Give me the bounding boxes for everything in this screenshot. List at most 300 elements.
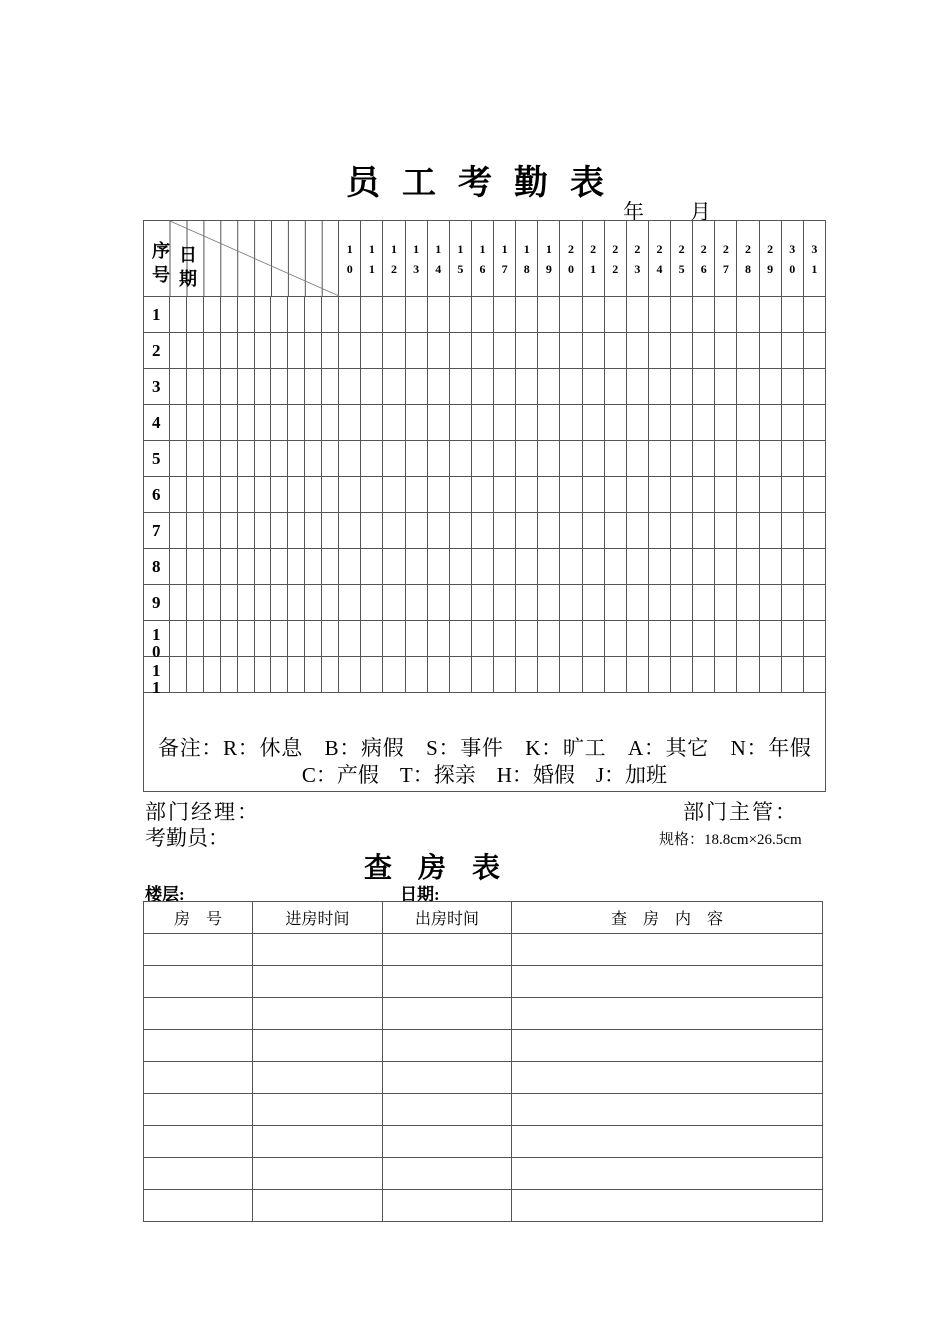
attendance-cell[interactable] <box>781 585 803 621</box>
attendance-cell[interactable] <box>604 405 626 441</box>
attendance-cell[interactable] <box>671 333 693 369</box>
room-table-cell[interactable] <box>383 1062 512 1094</box>
attendance-cell[interactable] <box>648 477 670 513</box>
attendance-cell[interactable] <box>648 369 670 405</box>
attendance-cell[interactable] <box>383 369 405 405</box>
attendance-cell[interactable] <box>781 441 803 477</box>
attendance-cell[interactable] <box>361 621 383 657</box>
attendance-cell[interactable] <box>271 297 288 333</box>
attendance-cell[interactable] <box>339 513 361 549</box>
attendance-cell[interactable] <box>538 585 560 621</box>
attendance-cell[interactable] <box>759 585 781 621</box>
attendance-cell[interactable] <box>237 369 254 405</box>
attendance-cell[interactable] <box>449 621 471 657</box>
attendance-cell[interactable] <box>170 549 187 585</box>
attendance-cell[interactable] <box>693 297 715 333</box>
attendance-cell[interactable] <box>671 621 693 657</box>
room-table-cell[interactable] <box>383 1190 512 1222</box>
attendance-cell[interactable] <box>305 333 322 369</box>
attendance-cell[interactable] <box>203 477 220 513</box>
attendance-cell[interactable] <box>538 513 560 549</box>
attendance-cell[interactable] <box>361 549 383 585</box>
attendance-cell[interactable] <box>494 513 516 549</box>
attendance-cell[interactable] <box>305 549 322 585</box>
attendance-cell[interactable] <box>604 441 626 477</box>
attendance-cell[interactable] <box>187 405 204 441</box>
attendance-cell[interactable] <box>427 621 449 657</box>
attendance-cell[interactable] <box>170 621 187 657</box>
attendance-cell[interactable] <box>449 297 471 333</box>
attendance-cell[interactable] <box>203 585 220 621</box>
attendance-cell[interactable] <box>237 621 254 657</box>
attendance-cell[interactable] <box>560 333 582 369</box>
attendance-cell[interactable] <box>361 369 383 405</box>
attendance-cell[interactable] <box>538 477 560 513</box>
room-table-cell[interactable] <box>144 1062 253 1094</box>
room-table-cell[interactable] <box>512 1062 823 1094</box>
attendance-cell[interactable] <box>737 369 759 405</box>
attendance-cell[interactable] <box>339 369 361 405</box>
attendance-cell[interactable] <box>405 405 427 441</box>
attendance-cell[interactable] <box>494 369 516 405</box>
attendance-cell[interactable] <box>322 657 339 693</box>
room-table-cell[interactable] <box>512 1030 823 1062</box>
attendance-cell[interactable] <box>715 369 737 405</box>
attendance-cell[interactable] <box>693 585 715 621</box>
attendance-cell[interactable] <box>648 441 670 477</box>
attendance-cell[interactable] <box>427 405 449 441</box>
attendance-cell[interactable] <box>693 405 715 441</box>
attendance-cell[interactable] <box>560 585 582 621</box>
attendance-cell[interactable] <box>427 657 449 693</box>
attendance-cell[interactable] <box>170 477 187 513</box>
attendance-cell[interactable] <box>803 297 825 333</box>
attendance-cell[interactable] <box>254 369 271 405</box>
attendance-cell[interactable] <box>604 477 626 513</box>
attendance-cell[interactable] <box>626 441 648 477</box>
attendance-cell[interactable] <box>288 441 305 477</box>
attendance-cell[interactable] <box>254 549 271 585</box>
attendance-cell[interactable] <box>203 513 220 549</box>
room-table-cell[interactable] <box>383 1158 512 1190</box>
attendance-cell[interactable] <box>288 513 305 549</box>
attendance-cell[interactable] <box>203 369 220 405</box>
room-table-cell[interactable] <box>512 1190 823 1222</box>
attendance-cell[interactable] <box>203 549 220 585</box>
attendance-cell[interactable] <box>604 369 626 405</box>
attendance-cell[interactable] <box>759 621 781 657</box>
attendance-cell[interactable] <box>305 369 322 405</box>
attendance-cell[interactable] <box>220 441 237 477</box>
attendance-cell[interactable] <box>494 297 516 333</box>
attendance-cell[interactable] <box>427 549 449 585</box>
attendance-cell[interactable] <box>604 333 626 369</box>
attendance-cell[interactable] <box>220 621 237 657</box>
attendance-cell[interactable] <box>288 585 305 621</box>
attendance-cell[interactable] <box>759 297 781 333</box>
attendance-cell[interactable] <box>582 621 604 657</box>
room-table-cell[interactable] <box>383 998 512 1030</box>
attendance-cell[interactable] <box>759 657 781 693</box>
attendance-cell[interactable] <box>427 477 449 513</box>
attendance-cell[interactable] <box>187 657 204 693</box>
room-table-cell[interactable] <box>253 1126 383 1158</box>
attendance-cell[interactable] <box>648 513 670 549</box>
attendance-cell[interactable] <box>322 549 339 585</box>
attendance-cell[interactable] <box>494 441 516 477</box>
attendance-cell[interactable] <box>803 513 825 549</box>
attendance-cell[interactable] <box>305 513 322 549</box>
attendance-cell[interactable] <box>187 369 204 405</box>
attendance-cell[interactable] <box>693 657 715 693</box>
attendance-cell[interactable] <box>516 369 538 405</box>
attendance-cell[interactable] <box>361 405 383 441</box>
attendance-cell[interactable] <box>759 549 781 585</box>
attendance-cell[interactable] <box>560 621 582 657</box>
attendance-cell[interactable] <box>305 477 322 513</box>
attendance-cell[interactable] <box>449 585 471 621</box>
attendance-cell[interactable] <box>560 657 582 693</box>
room-table-cell[interactable] <box>383 966 512 998</box>
attendance-cell[interactable] <box>220 477 237 513</box>
attendance-cell[interactable] <box>220 369 237 405</box>
attendance-cell[interactable] <box>339 549 361 585</box>
attendance-cell[interactable] <box>361 513 383 549</box>
attendance-cell[interactable] <box>187 621 204 657</box>
attendance-cell[interactable] <box>471 369 493 405</box>
attendance-cell[interactable] <box>471 621 493 657</box>
attendance-cell[interactable] <box>737 549 759 585</box>
attendance-cell[interactable] <box>237 549 254 585</box>
attendance-cell[interactable] <box>582 369 604 405</box>
room-table-cell[interactable] <box>144 998 253 1030</box>
attendance-cell[interactable] <box>538 441 560 477</box>
attendance-cell[interactable] <box>494 657 516 693</box>
attendance-cell[interactable] <box>781 477 803 513</box>
attendance-cell[interactable] <box>471 477 493 513</box>
attendance-cell[interactable] <box>648 549 670 585</box>
attendance-cell[interactable] <box>803 333 825 369</box>
attendance-cell[interactable] <box>383 441 405 477</box>
attendance-cell[interactable] <box>494 405 516 441</box>
attendance-cell[interactable] <box>737 621 759 657</box>
attendance-cell[interactable] <box>538 657 560 693</box>
attendance-cell[interactable] <box>405 441 427 477</box>
attendance-cell[interactable] <box>361 441 383 477</box>
attendance-cell[interactable] <box>648 621 670 657</box>
attendance-cell[interactable] <box>759 333 781 369</box>
room-table-cell[interactable] <box>512 966 823 998</box>
attendance-cell[interactable] <box>449 441 471 477</box>
room-table-cell[interactable] <box>383 934 512 966</box>
attendance-cell[interactable] <box>626 405 648 441</box>
attendance-cell[interactable] <box>220 549 237 585</box>
attendance-cell[interactable] <box>237 441 254 477</box>
attendance-cell[interactable] <box>781 369 803 405</box>
attendance-cell[interactable] <box>305 657 322 693</box>
attendance-cell[interactable] <box>604 549 626 585</box>
attendance-cell[interactable] <box>538 405 560 441</box>
attendance-cell[interactable] <box>516 405 538 441</box>
attendance-cell[interactable] <box>648 333 670 369</box>
attendance-cell[interactable] <box>626 585 648 621</box>
attendance-cell[interactable] <box>560 549 582 585</box>
attendance-cell[interactable] <box>187 297 204 333</box>
attendance-cell[interactable] <box>271 477 288 513</box>
attendance-cell[interactable] <box>254 333 271 369</box>
attendance-cell[interactable] <box>693 333 715 369</box>
attendance-cell[interactable] <box>203 333 220 369</box>
attendance-cell[interactable] <box>322 369 339 405</box>
room-table-cell[interactable] <box>144 1126 253 1158</box>
attendance-cell[interactable] <box>693 441 715 477</box>
attendance-cell[interactable] <box>254 585 271 621</box>
attendance-cell[interactable] <box>237 657 254 693</box>
room-table-cell[interactable] <box>253 1062 383 1094</box>
attendance-cell[interactable] <box>626 657 648 693</box>
attendance-cell[interactable] <box>449 477 471 513</box>
attendance-cell[interactable] <box>671 657 693 693</box>
attendance-cell[interactable] <box>405 657 427 693</box>
attendance-cell[interactable] <box>693 513 715 549</box>
attendance-cell[interactable] <box>516 549 538 585</box>
attendance-cell[interactable] <box>471 297 493 333</box>
room-table-cell[interactable] <box>253 998 383 1030</box>
attendance-cell[interactable] <box>715 585 737 621</box>
attendance-cell[interactable] <box>715 621 737 657</box>
attendance-cell[interactable] <box>305 621 322 657</box>
attendance-cell[interactable] <box>494 621 516 657</box>
room-table-cell[interactable] <box>144 934 253 966</box>
attendance-cell[interactable] <box>803 549 825 585</box>
attendance-cell[interactable] <box>737 477 759 513</box>
room-table-cell[interactable] <box>253 934 383 966</box>
attendance-cell[interactable] <box>538 333 560 369</box>
attendance-cell[interactable] <box>582 585 604 621</box>
attendance-cell[interactable] <box>582 657 604 693</box>
attendance-cell[interactable] <box>471 333 493 369</box>
attendance-cell[interactable] <box>187 513 204 549</box>
attendance-cell[interactable] <box>271 441 288 477</box>
attendance-cell[interactable] <box>203 657 220 693</box>
attendance-cell[interactable] <box>383 333 405 369</box>
attendance-cell[interactable] <box>715 333 737 369</box>
room-table-cell[interactable] <box>253 1158 383 1190</box>
attendance-cell[interactable] <box>582 513 604 549</box>
attendance-cell[interactable] <box>449 333 471 369</box>
attendance-cell[interactable] <box>604 657 626 693</box>
attendance-cell[interactable] <box>305 405 322 441</box>
attendance-cell[interactable] <box>237 513 254 549</box>
attendance-cell[interactable] <box>339 477 361 513</box>
attendance-cell[interactable] <box>237 333 254 369</box>
room-table-cell[interactable] <box>512 934 823 966</box>
attendance-cell[interactable] <box>322 585 339 621</box>
attendance-cell[interactable] <box>715 297 737 333</box>
attendance-cell[interactable] <box>516 585 538 621</box>
attendance-cell[interactable] <box>271 369 288 405</box>
attendance-cell[interactable] <box>737 657 759 693</box>
attendance-cell[interactable] <box>339 621 361 657</box>
attendance-cell[interactable] <box>170 441 187 477</box>
attendance-cell[interactable] <box>671 441 693 477</box>
attendance-cell[interactable] <box>693 369 715 405</box>
attendance-cell[interactable] <box>560 441 582 477</box>
attendance-cell[interactable] <box>383 477 405 513</box>
attendance-cell[interactable] <box>203 405 220 441</box>
attendance-cell[interactable] <box>237 477 254 513</box>
attendance-cell[interactable] <box>538 369 560 405</box>
attendance-cell[interactable] <box>516 513 538 549</box>
attendance-cell[interactable] <box>648 585 670 621</box>
attendance-cell[interactable] <box>288 369 305 405</box>
room-table-cell[interactable] <box>144 1094 253 1126</box>
attendance-cell[interactable] <box>322 405 339 441</box>
attendance-cell[interactable] <box>803 405 825 441</box>
attendance-cell[interactable] <box>361 477 383 513</box>
attendance-cell[interactable] <box>538 297 560 333</box>
attendance-cell[interactable] <box>254 405 271 441</box>
attendance-cell[interactable] <box>339 441 361 477</box>
attendance-cell[interactable] <box>237 585 254 621</box>
attendance-cell[interactable] <box>271 513 288 549</box>
attendance-cell[interactable] <box>781 513 803 549</box>
attendance-cell[interactable] <box>427 297 449 333</box>
attendance-cell[interactable] <box>538 621 560 657</box>
attendance-cell[interactable] <box>271 333 288 369</box>
room-table-cell[interactable] <box>512 1126 823 1158</box>
attendance-cell[interactable] <box>449 369 471 405</box>
room-table-cell[interactable] <box>253 966 383 998</box>
attendance-cell[interactable] <box>737 441 759 477</box>
room-table-cell[interactable] <box>512 1094 823 1126</box>
attendance-cell[interactable] <box>203 441 220 477</box>
attendance-cell[interactable] <box>220 585 237 621</box>
attendance-cell[interactable] <box>254 513 271 549</box>
attendance-cell[interactable] <box>759 513 781 549</box>
attendance-cell[interactable] <box>516 333 538 369</box>
attendance-cell[interactable] <box>671 477 693 513</box>
attendance-cell[interactable] <box>693 477 715 513</box>
room-table-cell[interactable] <box>253 1190 383 1222</box>
attendance-cell[interactable] <box>781 405 803 441</box>
attendance-cell[interactable] <box>254 621 271 657</box>
attendance-cell[interactable] <box>305 585 322 621</box>
attendance-cell[interactable] <box>516 657 538 693</box>
attendance-cell[interactable] <box>449 549 471 585</box>
room-table-cell[interactable] <box>512 1158 823 1190</box>
attendance-cell[interactable] <box>170 297 187 333</box>
attendance-cell[interactable] <box>781 297 803 333</box>
room-table-cell[interactable] <box>144 966 253 998</box>
attendance-cell[interactable] <box>471 585 493 621</box>
attendance-cell[interactable] <box>803 657 825 693</box>
attendance-cell[interactable] <box>237 405 254 441</box>
room-table-cell[interactable] <box>383 1094 512 1126</box>
attendance-cell[interactable] <box>582 441 604 477</box>
attendance-cell[interactable] <box>803 477 825 513</box>
attendance-cell[interactable] <box>254 657 271 693</box>
attendance-cell[interactable] <box>803 621 825 657</box>
attendance-cell[interactable] <box>648 297 670 333</box>
attendance-cell[interactable] <box>715 441 737 477</box>
attendance-cell[interactable] <box>671 585 693 621</box>
attendance-cell[interactable] <box>803 441 825 477</box>
attendance-cell[interactable] <box>715 405 737 441</box>
attendance-cell[interactable] <box>271 585 288 621</box>
attendance-cell[interactable] <box>494 333 516 369</box>
attendance-cell[interactable] <box>516 297 538 333</box>
attendance-cell[interactable] <box>560 297 582 333</box>
attendance-cell[interactable] <box>604 621 626 657</box>
attendance-cell[interactable] <box>582 549 604 585</box>
attendance-cell[interactable] <box>671 549 693 585</box>
attendance-cell[interactable] <box>516 477 538 513</box>
attendance-cell[interactable] <box>604 513 626 549</box>
attendance-cell[interactable] <box>715 513 737 549</box>
attendance-cell[interactable] <box>405 585 427 621</box>
attendance-cell[interactable] <box>626 549 648 585</box>
attendance-cell[interactable] <box>449 405 471 441</box>
attendance-cell[interactable] <box>322 441 339 477</box>
attendance-cell[interactable] <box>288 297 305 333</box>
attendance-cell[interactable] <box>560 513 582 549</box>
attendance-cell[interactable] <box>648 405 670 441</box>
attendance-cell[interactable] <box>361 297 383 333</box>
attendance-cell[interactable] <box>781 621 803 657</box>
attendance-cell[interactable] <box>237 297 254 333</box>
attendance-cell[interactable] <box>671 405 693 441</box>
room-table-cell[interactable] <box>253 1030 383 1062</box>
attendance-cell[interactable] <box>626 513 648 549</box>
attendance-cell[interactable] <box>288 549 305 585</box>
room-table-cell[interactable] <box>253 1094 383 1126</box>
attendance-cell[interactable] <box>170 585 187 621</box>
attendance-cell[interactable] <box>187 333 204 369</box>
attendance-cell[interactable] <box>254 441 271 477</box>
attendance-cell[interactable] <box>781 549 803 585</box>
attendance-cell[interactable] <box>361 333 383 369</box>
attendance-cell[interactable] <box>582 333 604 369</box>
attendance-cell[interactable] <box>220 405 237 441</box>
attendance-cell[interactable] <box>322 297 339 333</box>
attendance-cell[interactable] <box>383 657 405 693</box>
attendance-cell[interactable] <box>538 549 560 585</box>
attendance-cell[interactable] <box>626 297 648 333</box>
attendance-cell[interactable] <box>405 513 427 549</box>
attendance-cell[interactable] <box>516 441 538 477</box>
attendance-cell[interactable] <box>626 621 648 657</box>
attendance-cell[interactable] <box>781 333 803 369</box>
attendance-cell[interactable] <box>220 333 237 369</box>
attendance-cell[interactable] <box>187 549 204 585</box>
attendance-cell[interactable] <box>560 405 582 441</box>
attendance-cell[interactable] <box>626 333 648 369</box>
attendance-cell[interactable] <box>339 297 361 333</box>
attendance-cell[interactable] <box>339 333 361 369</box>
attendance-cell[interactable] <box>759 369 781 405</box>
attendance-cell[interactable] <box>203 621 220 657</box>
attendance-cell[interactable] <box>737 297 759 333</box>
attendance-cell[interactable] <box>759 477 781 513</box>
attendance-cell[interactable] <box>405 549 427 585</box>
attendance-cell[interactable] <box>582 405 604 441</box>
attendance-cell[interactable] <box>220 657 237 693</box>
attendance-cell[interactable] <box>405 621 427 657</box>
attendance-cell[interactable] <box>322 513 339 549</box>
attendance-cell[interactable] <box>288 657 305 693</box>
attendance-cell[interactable] <box>187 441 204 477</box>
